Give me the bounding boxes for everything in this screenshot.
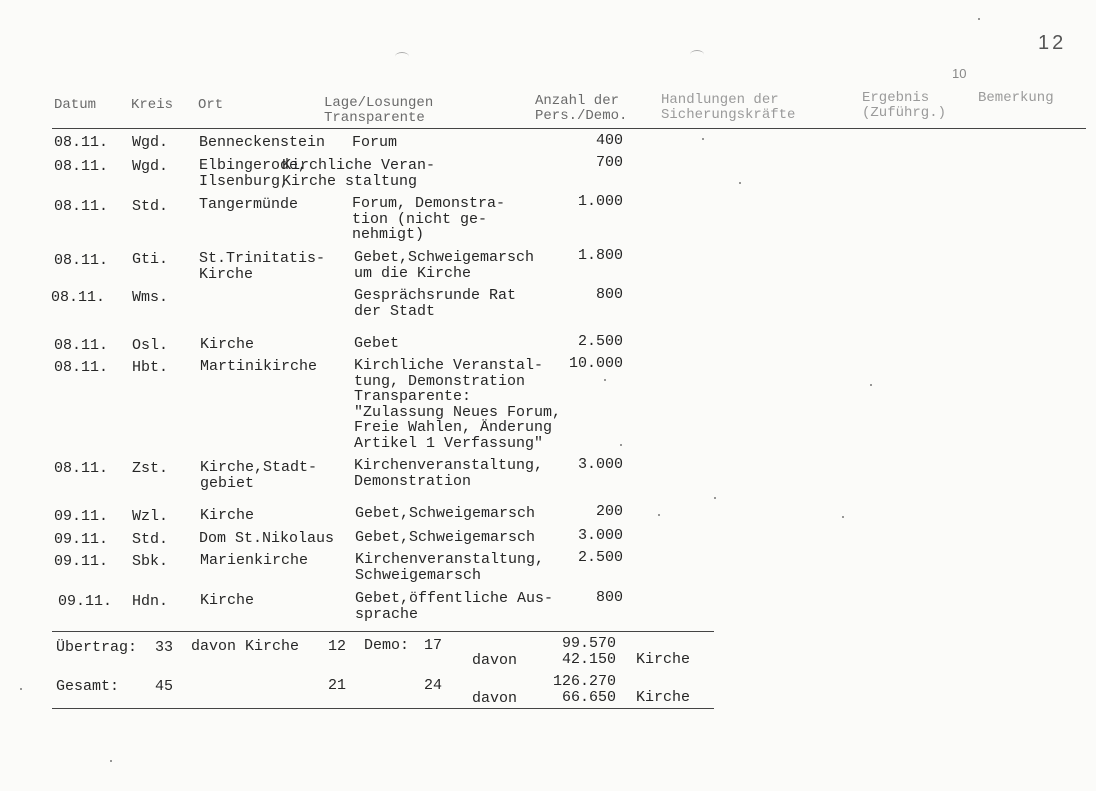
cell-anzahl: 10.000 [568,355,623,372]
cell-lage: Gebet,Schweigemarsch um die Kirche [354,249,535,282]
header-handlungen: Handlungen der Sicherungskräfte [661,92,796,123]
cell-ort: Martinikirche [200,358,318,375]
cell-datum: 08.11. [54,337,109,354]
speck [658,514,660,516]
cell-datum: 09.11. [54,508,109,525]
cell-kreis: Hdn. [132,593,169,610]
gesamt-count: 45 [155,678,174,695]
cell-lage: Gesprächsrunde Rat der Stadt [354,287,517,320]
cell-kreis: Std. [132,198,169,215]
cell-anzahl: 1.000 [577,193,623,210]
gesamt-total: 126.270 [552,673,616,690]
cell-lage: Kirchliche Veran- Kirche staltung [282,157,436,190]
cell-lage: Forum [352,134,398,151]
uebertrag-kirche-count: 12 [328,638,347,655]
cell-datum: 09.11. [58,593,113,610]
cell-ort: Marienkirche [200,552,309,569]
page-number-secondary: 10 [952,66,967,81]
uebertrag-demo-count: 17 [424,637,443,654]
cell-ort: Elbingerode, Ilsenburg, [199,157,308,190]
totals-rule [52,631,714,632]
cell-kreis: Wgd. [132,158,169,175]
cell-datum: 09.11. [54,531,109,548]
cell-anzahl: 800 [595,286,623,303]
cell-lage: Gebet,öffentliche Aus- sprache [355,590,554,623]
speck [20,688,22,690]
header-bemerkung: Bemerkung [978,90,1054,106]
header-anzahl: Anzahl der Pers./Demo. [535,93,628,124]
gesamt-kirche-word: Kirche [636,689,691,706]
cell-anzahl: 3.000 [577,456,623,473]
cell-kreis: Osl. [132,337,169,354]
speck [620,444,622,446]
page-number: 12 [1038,32,1067,54]
uebertrag-kirche-total: 42.150 [561,651,616,668]
cell-datum: 08.11. [54,359,109,376]
cell-datum: 09.11. [54,553,109,570]
cell-kreis: Wms. [132,289,169,306]
bottom-rule [52,708,714,709]
cell-anzahl: 800 [595,589,623,606]
cell-datum: 08.11. [54,252,109,269]
header-datum: Datum [54,97,97,113]
cell-ort: Kirche,Stadt- gebiet [200,459,318,492]
cell-anzahl: 700 [595,154,623,171]
uebertrag-kirche-word: Kirche [636,651,691,668]
cell-ort: Benneckenstein [199,134,326,151]
speck [702,138,704,140]
cell-datum: 08.11. [51,289,106,306]
speck [870,384,872,386]
cell-anzahl: 200 [595,503,623,520]
cell-lage: Gebet,Schweigemarsch [355,505,536,522]
cell-ort: St.Trinitatis- Kirche [199,250,326,283]
cell-kreis: Wzl. [132,508,169,525]
gesamt-demo-count: 24 [424,677,443,694]
punch-mark [690,50,704,59]
cell-kreis: Gti. [132,251,169,268]
punch-mark [395,52,409,61]
speck [842,516,844,518]
cell-ort: Dom St.Nikolaus [199,530,335,547]
header-rule [52,128,1086,129]
header-kreis: Kreis [131,97,174,113]
uebertrag-count: 33 [155,639,174,656]
cell-datum: 08.11. [54,158,109,175]
gesamt-label: Gesamt: [56,678,120,695]
gesamt-kirche-total: 66.650 [561,689,616,706]
gesamt-davon: davon [472,690,518,707]
cell-ort: Tangermünde [199,196,299,213]
gesamt-kirche-count: 21 [328,677,347,694]
header-ort: Ort [198,97,224,113]
cell-ort: Kirche [200,336,255,353]
header-lage: Lage/Losungen Transparente [324,95,434,126]
cell-datum: 08.11. [54,460,109,477]
cell-kreis: Std. [132,531,169,548]
uebertrag-demo-label: Demo: [364,637,410,654]
cell-ort: Kirche [200,507,255,524]
cell-anzahl: 400 [595,132,623,149]
cell-anzahl: 3.000 [577,527,623,544]
cell-kreis: Wgd. [132,134,169,151]
uebertrag-total: 99.570 [561,635,616,652]
uebertrag-label: Übertrag: [56,639,138,656]
cell-anzahl: 2.500 [577,549,623,566]
uebertrag-davon-kirche-label: davon Kirche [191,638,300,655]
cell-kreis: Zst. [132,460,169,477]
cell-kreis: Hbt. [132,359,169,376]
speck [714,497,716,499]
header-ergebnis: Ergebnis (Zuführg.) [862,90,947,121]
cell-lage: Kirchenveranstaltung, Demonstration [354,457,544,490]
speck [110,760,112,762]
cell-lage: Kirchliche Veranstal- tung, Demonstration Transparente: "Zulassung Neues Forum, Freie Wahlen, Änderung Artikel 1 Verfassung" [354,357,562,452]
cell-lage: Forum, Demonstra- tion (nicht ge- nehmigt) [352,195,506,243]
cell-lage: Gebet,Schweigemarsch [355,529,536,546]
cell-anzahl: 2.500 [577,333,623,350]
speck [604,379,606,381]
cell-anzahl: 1.800 [577,247,623,264]
uebertrag-davon: davon [472,652,518,669]
cell-datum: 08.11. [54,198,109,215]
cell-lage: Kirchenveranstaltung, Schweigemarsch [355,551,545,584]
speck [739,182,741,184]
cell-ort: Kirche [200,592,255,609]
cell-kreis: Sbk. [132,553,169,570]
cell-datum: 08.11. [54,134,109,151]
speck [978,18,980,20]
cell-lage: Gebet [354,335,400,352]
